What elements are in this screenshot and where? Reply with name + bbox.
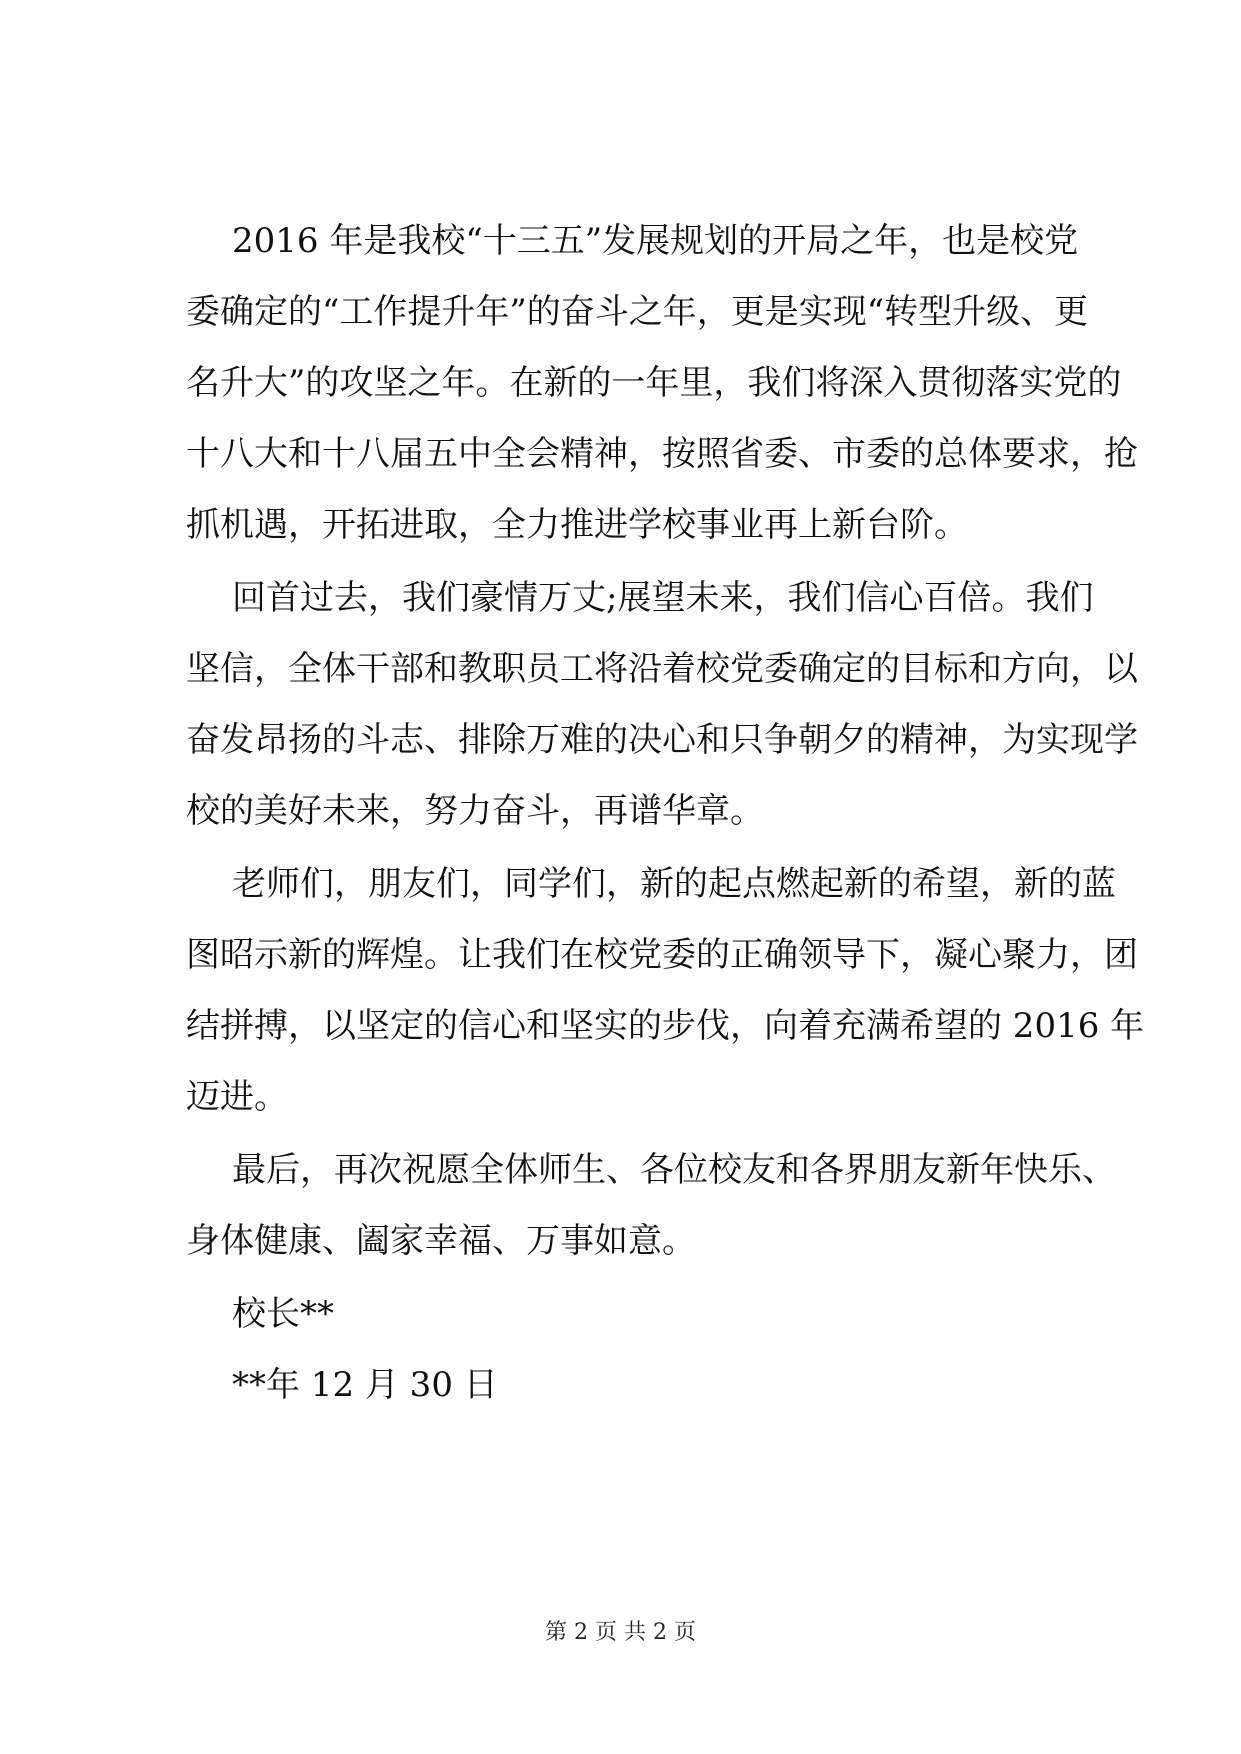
paragraph-1-line-1: 2016 年是我校“十三五”发展规划的开局之年，也是校党 [232,221,1079,261]
paragraph-4-line-1: 最后，再次祝愿全体师生、各位校友和各界朋友新年快乐、 [232,1150,1116,1190]
paragraph-2-line-3: 奋发昂扬的斗志、排除万难的决心和只争朝夕的精神，为实现学 [186,720,1138,760]
paragraph-2-line-4: 校的美好未来，努力奋斗，再谱华章。 [186,791,764,831]
signature-name: 校长** [232,1294,334,1334]
paragraph-2-line-1: 回首过去，我们豪情万丈;展望未来，我们信心百倍。我们 [232,578,1094,618]
page-number-footer: 第 2 页 共 2 页 [545,1620,696,1645]
paragraph-4-line-2: 身体健康、阖家幸福、万事如意。 [186,1221,696,1261]
paragraph-3-line-3: 结拼搏，以坚定的信心和坚实的步伐，向着充满希望的 2016 年 [186,1006,1145,1046]
paragraph-3-line-4: 迈进。 [186,1077,288,1117]
paragraph-2-line-2: 坚信，全体干部和教职员工将沿着校党委确定的目标和方向，以 [186,649,1138,689]
document-body [186,206,1145,1421]
paragraph-1-line-5: 抓机遇，开拓进取，全力推进学校事业再上新台阶。 [186,505,968,545]
paragraph-3-line-2: 图昭示新的辉煌。让我们在校党委的正确领导下，凝心聚力，团 [186,935,1138,975]
paragraph-1-line-2: 委确定的“工作提升年”的奋斗之年，更是实现“转型升级、更 [186,292,1089,332]
signature-date: **年 12 月 30 日 [232,1365,498,1405]
paragraph-1-line-3: 名升大”的攻坚之年。在新的一年里，我们将深入贯彻落实党的 [186,363,1122,403]
paragraph-3-line-1: 老师们，朋友们，同学们，新的起点燃起新的希望，新的蓝 [232,864,1116,904]
paragraph-1-line-4: 十八大和十八届五中全会精神，按照省委、市委的总体要求，抢 [186,434,1138,474]
